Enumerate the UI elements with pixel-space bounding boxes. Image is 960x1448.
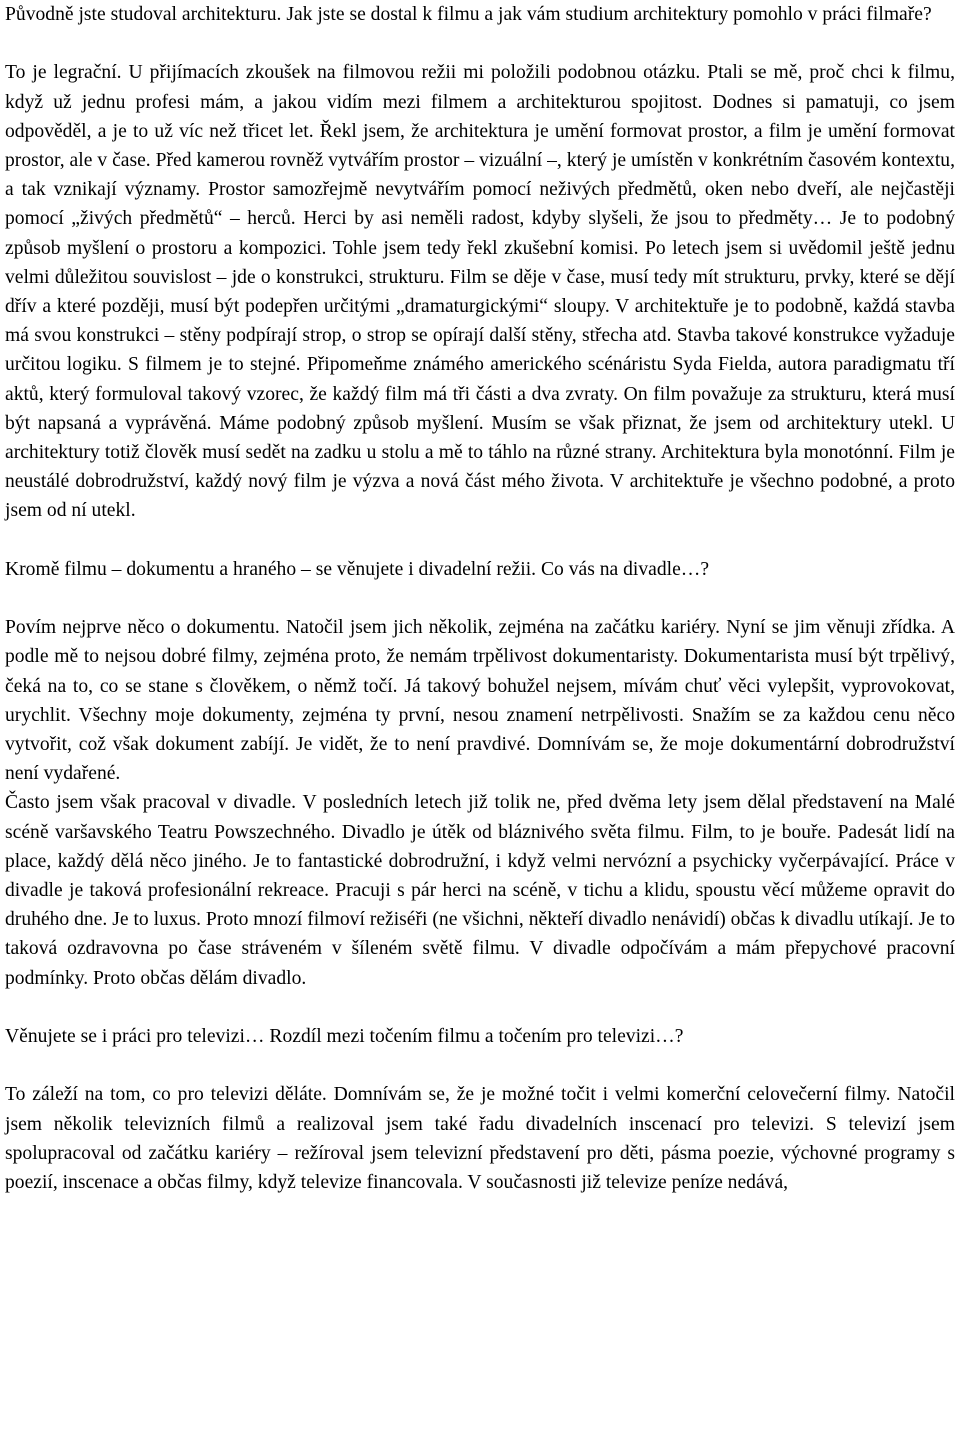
- paragraph-gap: [5, 29, 955, 58]
- answer-theatre: Často jsem však pracoval v divadle. V posledních letech již tolik ne, před dvěma lety jsem dělal představení na Malé scéně varšavského Teatru Powszechného. Divadlo je útěk od bláznivého světa filmu. Film, to je bouře. Padesát lidí na place, každý dělá něco jiného. Je to fantastické dobrodružní, i když velmi nervózní a psychicky vyčerpávající. Práce v divadle je taková profesionální rekreace. Pracuji s pár herci na scéně, v tichu a klidu, spoustu věcí můžeme opravit do druhého dne. Je to luxus. Proto mnozí filmoví režiséři (ne všichni, někteří divadlo nenávidí) občas k divadlu utíkají. Je to taková ozdravovna po čase stráveném v šíleném světě filmu. V divadle odpočívám a mám přepychové pracovní podmínky. Proto občas dělám divadlo.: [5, 792, 955, 989]
- question-television: Věnujete se i práci pro televizi… Rozdíl mezi točením filmu a točením pro televizi…?: [5, 1026, 684, 1048]
- document-page: [5, 0, 955, 1197]
- answer-documentary: Povím nejprve něco o dokumentu. Natočil jsem jich několik, zejména na začátku kariéry. Nyní se jim věnuji zřídka. A podle mě to nejsou dobré filmy, zejména proto, že nemám trpělivost dokumentaristy. Dokumentarista musí být trpělivý, čeká na to, co se stane s člověkem, o němž točí. Já takový bohužel nejsem, mívám chuť věci vylepšit, vyprovokovat, urychlit. Všechny moje dokumenty, zejména ty první, nesou znamení netrpělivosti. Snažím se za každou cenu něco vytvořit, což však dokument zabíjí. Je vidět, že to není pravdivé. Domnívám se, že moje dokumentární dobrodružství není vydařené.: [5, 617, 955, 785]
- answer-architecture: To je legrační. U přijímacích zkoušek na filmovou režii mi položili podobnou otázku. Ptali se mě, proč chci k filmu, když už jednu profesi mám, a jakou vidím mezi filmem a architekturou spojitost. Dodnes si pamatuji, co jsem odpověděl, a je to už víc než třicet let. Řekl jsem, že architektura je umění formovat prostor, a film je umění formovat prostor, ale v čase. Před kamerou rovněž vytvářím prostor – vizuální –, který je umístěn v konkrétním časovém kontextu, a tak vznikají významy. Prostor samozřejmě nevytvářím pomocí neživých předmětů, oken nebo dveří, ale nejčastěji pomocí „živých předmětů“ – herců. Herci by asi neměli radost, kdyby slyšeli, že jsou to předměty… Je to podobný způsob myšlení o prostoru a kompozici. Tohle jsem tedy řekl zkušební komisi. Po letech jsem si uvědomil ještě jednu velmi důležitou souvislost – jde o konstrukci, strukturu. Film se děje v čase, musí tedy mít strukturu, prvky, které se dějí dřív a které později, musí být podepřen určitými „dramaturgickými“ sloupy. V architektuře je to podobně, každá stavba má svou konstrukci – stěny podpírají strop, o strop se opírají další stěny, střecha atd. Stavba takové konstrukce vyžaduje určitou logiku. S filmem je to stejné. Připomeňme známého amerického scénáristu Syda Fielda, autora paradigmatu tří aktů, který formuloval takový vzorec, že každý film má tři části a dva zvraty. On film považuje za strukturu, která musí být napsaná a vyprávěná. Máme podobný způsob myšlení. Musím se však přiznat, že jsem od architektury utekl. U architektury totiž člověk musí sedět na zadku u stolu a mě to táhlo na různé strany. Architektura byla monotónní. Film je neustálé dobrodružství, každý nový film je výzva a nová část mého života. V architektuře je všechno podobné, a proto jsem od ní utekl.: [5, 62, 955, 522]
- paragraph-gap: [5, 1051, 955, 1080]
- paragraph-gap: [5, 584, 955, 613]
- question-architecture: Původně jste studoval architekturu. Jak jste se dostal k filmu a jak vám studium architektury pomohlo v práci filmaře?: [5, 4, 932, 25]
- question-theatre: Kromě filmu – dokumentu a hraného – se věnujete i divadelní režii. Co vás na divadle…?: [5, 558, 710, 580]
- paragraph-gap: [5, 526, 955, 555]
- answer-television: To záleží na tom, co pro televizi děláte. Domnívám se, že je možné točit i velmi komerční celovečerní filmy. Natočil jsem několik televizních filmů a realizoval jsem také řadu divadelních inscenací pro televizi. S televizí jsem spolupracoval od začátku kariéry – režíroval jsem televizní představení pro děti, pásma poezie, výchovné programy s poezií, inscenace a občas filmy, když televize financovala. V současnosti již televize peníze nedává,: [5, 1084, 955, 1194]
- paragraph-gap: [5, 993, 955, 1022]
